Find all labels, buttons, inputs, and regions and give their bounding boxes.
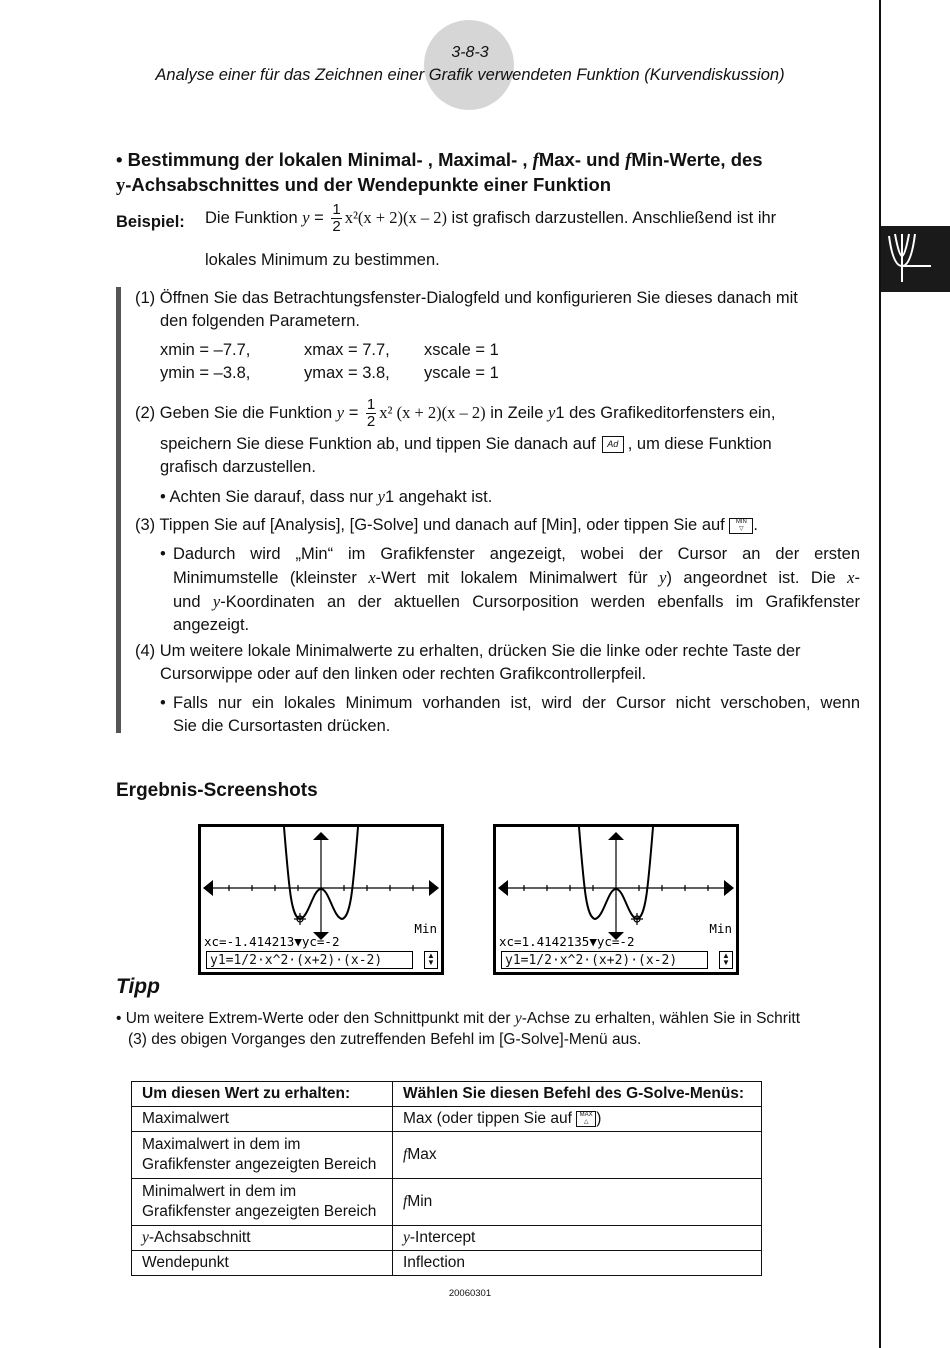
steps-sidebar-bar (116, 287, 121, 733)
step2-line2 (160, 433, 860, 456)
r3-right: Min (407, 1193, 433, 1210)
table-row (132, 1179, 762, 1226)
tip-var-y: y (514, 1010, 522, 1027)
r3-f: f (403, 1193, 408, 1210)
tip-line1-b: -Achse zu erhalten, wählen Sie in Schritt (521, 1010, 800, 1027)
step1-line2: den folgenden Parametern. (160, 312, 360, 330)
s2-frac-num: 1 (366, 396, 376, 413)
heading-f1: f (532, 151, 539, 171)
s2-expression: x² (x + 2)(x – 2) (379, 402, 486, 422)
function-input-1[interactable]: y1=1/2·x^2·(x+2)·(x-2) (206, 951, 413, 969)
s3-dot: . (753, 516, 758, 534)
step2-line3: grafisch darzustellen. (160, 458, 316, 476)
table-cell (393, 1132, 762, 1179)
page-number-circle (424, 20, 514, 110)
r3-left-l2: Grafikfenster angezeigten Bereich (142, 1203, 377, 1220)
param-xscale: xscale = 1 (424, 341, 499, 359)
s2-frac-den: 2 (366, 413, 376, 430)
calculator-screen-2 (493, 824, 739, 975)
heading-text-line2: -Achsabschnittes und der Wendepunkte einer Funktion (125, 174, 612, 195)
r2-left-l1: Maximalwert in dem im (142, 1136, 301, 1153)
chapter-tab (881, 226, 950, 292)
table-header-left: Um diesen Wert zu erhalten: (132, 1082, 393, 1107)
cursor-coords-1 (204, 935, 339, 948)
s3-bullet-x: x (368, 568, 376, 587)
max-button-icon: MAX △ (576, 1111, 596, 1127)
s3-bullet-l2b: -Wert mit lokalem Minimalwert für (375, 569, 660, 587)
param-xmin: xmin = –7.7, (160, 341, 251, 359)
r3-left-l1: Minimalwert in dem im (142, 1183, 297, 1200)
s2-text-a: (2) Geben Sie die Funktion (135, 403, 337, 422)
scroll-arrows-1[interactable]: ▲ ▼ (424, 951, 438, 969)
scroll-arrows-2[interactable]: ▲ ▼ (719, 951, 733, 969)
step3-bullet: • Dadurch wird „Min“ im Grafikfenster angezeigt, wobei der Cursor an der ersten Minimumstelle (kleinster x-Wert mit lokalem Minimalwert für y) angeordnet ist. Die x- und y-Koordinaten an der aktuellen Cursorposition werden ebenfalls im Grafikfenster angezeigt. (160, 543, 860, 637)
s2-text-b: in Zeile (485, 403, 548, 422)
right-margin-line (879, 0, 881, 1348)
s3-bullet-y2: y (212, 592, 221, 611)
min-button-icon: MIN ▽ (729, 518, 753, 534)
min-label-2: Min (709, 921, 732, 936)
page-number: 3-8-3 (451, 44, 489, 61)
table-row (132, 1226, 762, 1251)
tip-heading: Tipp (116, 975, 160, 998)
frac-den: 2 (332, 218, 341, 235)
r2-f: f (403, 1146, 408, 1163)
section-heading (116, 148, 856, 198)
results-heading: Ergebnis-Screenshots (116, 780, 318, 801)
equals: = (309, 208, 329, 227)
s3-text: (3) Tippen Sie auf [Analysis], [G-Solve] und danach auf [Min], oder tippen Sie auf (135, 516, 725, 534)
s2-bullet-a: Achten Sie darauf, dass nur (169, 488, 378, 506)
min-label-1: Min (414, 921, 437, 936)
r4-y: y (142, 1229, 149, 1246)
example-text-b: ist grafisch darzustellen. Anschließend ist ihr (446, 208, 777, 227)
table-header-row (132, 1082, 762, 1107)
s3-bullet-l2c: ) angeordnet ist. Die (666, 569, 848, 587)
s4-bullet-l2: Sie die Cursortasten drücken. (173, 717, 391, 735)
s4-bullet-l1: Falls nur ein lokales Minimum vorhanden ist, wird der Cursor nicht verschoben, wenn (173, 694, 860, 712)
yc-value-2: yc=-2 (596, 934, 635, 949)
table-cell (132, 1132, 393, 1179)
gsolve-table (131, 1081, 762, 1276)
step4-bullet: • Falls nur ein lokales Minimum vorhanden ist, wird der Cursor nicht verschoben, wenn Sie die Cursortasten drücken. (160, 692, 860, 738)
s3-bullet-y: y (659, 568, 667, 587)
param-ymax: ymax = 3.8, (304, 364, 390, 382)
heading-text-a: Bestimmung der lokalen Minimal- , Maximal- , (127, 149, 533, 170)
fraction (331, 202, 341, 235)
param-ymin: ymin = –3.8, (160, 364, 251, 382)
table-cell (393, 1226, 762, 1251)
s2-fraction (366, 397, 376, 430)
heading-f2: f (625, 151, 632, 171)
s2-eq: = (344, 403, 363, 422)
frac-num: 1 (332, 201, 341, 218)
s3-bullet-x2: x (847, 568, 855, 587)
s2-var-y: y (336, 402, 345, 422)
tip-line1-a: Um weitere Extrem-Werte oder den Schnittpunkt mit der (125, 1010, 515, 1027)
xc-value-2: xc=1.4142135 (499, 934, 590, 949)
table-cell (393, 1179, 762, 1226)
heading-text-c: Min-Werte, des (631, 149, 763, 170)
function-input-2[interactable]: y1=1/2·x^2·(x+2)·(x-2) (501, 951, 708, 969)
s3-bullet-l3a: und (173, 593, 213, 611)
tip-text: • Um weitere Extrem-Werte oder den Schnittpunkt mit der y-Achse zu erhalten, wählen Sie in Schritt (3) des obigen Vorganges den zutreffenden Befehl im [G-Solve]-Menü aus. (116, 1008, 866, 1050)
s3-bullet-l4: angezeigt. (173, 616, 250, 634)
yc-value-1: yc=-2 (301, 934, 340, 949)
r4-y2: y (403, 1229, 410, 1246)
graph-button-icon: Ad (602, 436, 624, 453)
step1-line1: (1) Öffnen Sie das Betrachtungsfenster-Dialogfeld und konfigurieren Sie dieses danach mit (135, 289, 798, 307)
arrow-down-icon: ▼ (294, 934, 302, 949)
table-cell (132, 1226, 393, 1251)
table-cell: Inflection (393, 1251, 762, 1276)
s3-bullet-l2d: - (854, 569, 860, 587)
tip-line2: (3) des obigen Vorganges den zutreffenden Befehl im [G-Solve]-Menü aus. (128, 1031, 642, 1048)
s2-bullet-b: 1 angehakt ist. (385, 488, 493, 506)
cursor-coords-2 (499, 935, 634, 948)
var-y: y (302, 207, 310, 227)
r2-left-l2: Grafikfenster angezeigten Bereich (142, 1156, 377, 1173)
table-cell: Wendepunkt (132, 1251, 393, 1276)
r1-right-a: Max (oder tippen Sie auf (403, 1110, 577, 1127)
example-line2: lokales Minimum zu bestimmen. (205, 251, 440, 269)
table-cell: Maximalwert (132, 1107, 393, 1132)
heading-text-b: Max- und (538, 149, 626, 170)
step2-bullet: • Achten Sie darauf, dass nur y1 angehakt ist. (160, 487, 493, 506)
table-row (132, 1107, 762, 1132)
calculator-screen-1 (198, 824, 444, 975)
heading-y: y (116, 176, 126, 196)
table-row (132, 1251, 762, 1276)
step4-line1: (4) Um weitere lokale Minimalwerte zu erhalten, drücken Sie die linke oder rechte Taste der (135, 642, 801, 660)
s2-bullet-y: y (377, 487, 385, 506)
step4-line2: Cursorwippe oder auf den linken oder rechten Grafikcontrollerpfeil. (160, 665, 647, 683)
graph-function-icon (881, 226, 950, 292)
table-cell (393, 1107, 762, 1132)
r4-left: -Achsabschnitt (148, 1229, 251, 1246)
xc-value-1: xc=-1.414213 (204, 934, 295, 949)
table-cell (132, 1179, 393, 1226)
table-row (132, 1132, 762, 1179)
s2-line2-a: speichern Sie diese Funktion ab, und tippen Sie danach auf (160, 435, 596, 453)
param-yscale: yscale = 1 (424, 364, 499, 382)
example-line1 (205, 202, 776, 235)
example-text-a: Die Funktion (205, 208, 303, 227)
page-subtitle: Analyse einer für das Zeichnen einer Grafik verwendeten Funktion (Kurvendiskussion) (155, 66, 785, 84)
s2-text-c: 1 des Grafikeditorfensters ein, (555, 403, 776, 422)
step2-line1 (135, 397, 775, 430)
s3-bullet-l3b: -Koordinaten an der aktuellen Cursorposition werden ebenfalls im Grafikfenster (220, 593, 860, 611)
footer-code: 20060301 (448, 1288, 492, 1299)
r4-right: -Intercept (409, 1229, 476, 1246)
step3-line (135, 514, 758, 537)
s3-bullet-l2a: Minimumstelle (kleinster (173, 569, 369, 587)
bullet: • (116, 149, 123, 170)
expression: x²(x + 2)(x – 2) (344, 207, 447, 227)
s2-var-y1: y (547, 402, 556, 422)
param-xmax: xmax = 7.7, (304, 341, 390, 359)
r1-right-b: ) (596, 1110, 602, 1127)
s2-line2-b: , um diese Funktion (627, 435, 772, 453)
table-header-right: Wählen Sie diesen Befehl des G-Solve-Menüs: (393, 1082, 762, 1107)
r2-right: Max (407, 1146, 437, 1163)
s3-bullet-l1: Dadurch wird „Min“ im Grafikfenster angezeigt, wobei der Cursor an der ersten (173, 545, 860, 563)
example-label: Beispiel: (116, 213, 185, 231)
arrow-down-icon: ▼ (589, 934, 597, 949)
